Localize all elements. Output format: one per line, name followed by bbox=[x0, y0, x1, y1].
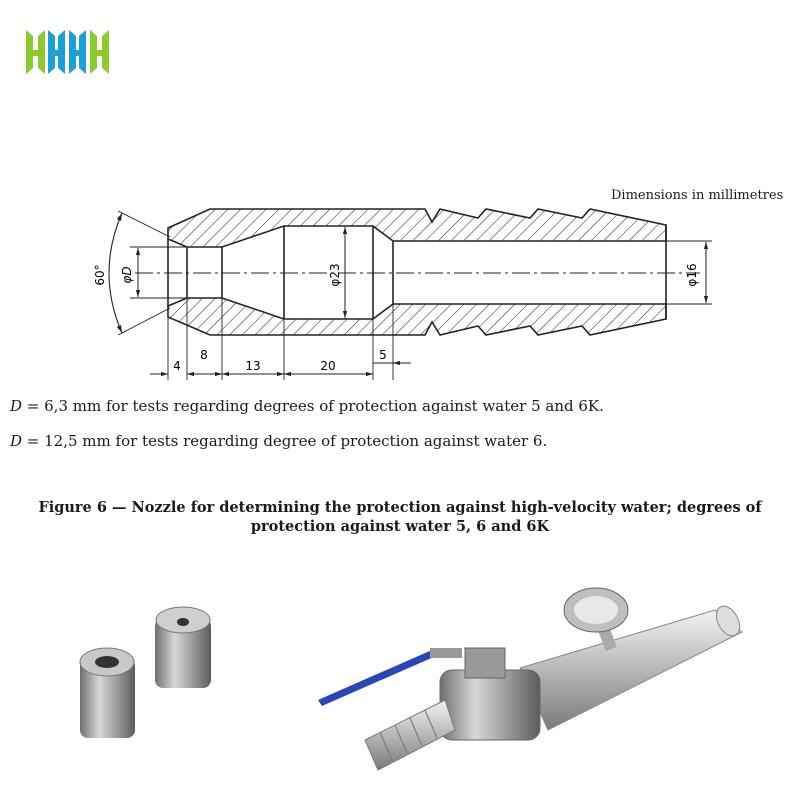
note-variable: D bbox=[10, 397, 23, 415]
company-logo bbox=[24, 26, 112, 78]
logo-icon bbox=[26, 30, 109, 74]
nozzle-assembly bbox=[318, 588, 744, 770]
angle-label: 60° bbox=[93, 264, 107, 286]
dia-23-label: φ23 bbox=[328, 263, 342, 287]
caption-line-2: protection against water 5, 6 and 6K bbox=[250, 518, 550, 535]
dia-d-label: φD bbox=[120, 266, 134, 284]
dim-20: 20 bbox=[320, 359, 336, 373]
note-text: = 6,3 mm for tests regarding degrees of protection against water 5 and 6K. bbox=[22, 397, 604, 415]
caption-line-1: Figure 6 — Nozzle for determining the protection against high-velocity water; degrees of bbox=[38, 499, 762, 516]
figure-caption bbox=[20, 498, 780, 536]
top-wall bbox=[168, 209, 666, 247]
dimensions-note: Dimensions in millimetres bbox=[611, 188, 784, 203]
dia-16-label: φ16 bbox=[685, 263, 699, 287]
length-dimension-line bbox=[150, 363, 411, 374]
note-text: = 12,5 mm for tests regarding degree of protection against water 6. bbox=[22, 432, 548, 450]
nozzle-part-small bbox=[80, 648, 135, 738]
dim-8: 8 bbox=[200, 348, 208, 362]
note-variable: D bbox=[10, 432, 23, 450]
nozzle-drawing bbox=[0, 195, 800, 390]
dim-13: 13 bbox=[245, 359, 261, 373]
nozzle-photo bbox=[0, 570, 800, 800]
note-d-12-5 bbox=[10, 432, 547, 450]
dim-4: 4 bbox=[173, 359, 181, 373]
dim-5: 5 bbox=[379, 348, 387, 362]
note-d-6-3 bbox=[10, 397, 604, 415]
nozzle-part-large bbox=[155, 607, 211, 688]
bottom-wall bbox=[168, 298, 666, 335]
